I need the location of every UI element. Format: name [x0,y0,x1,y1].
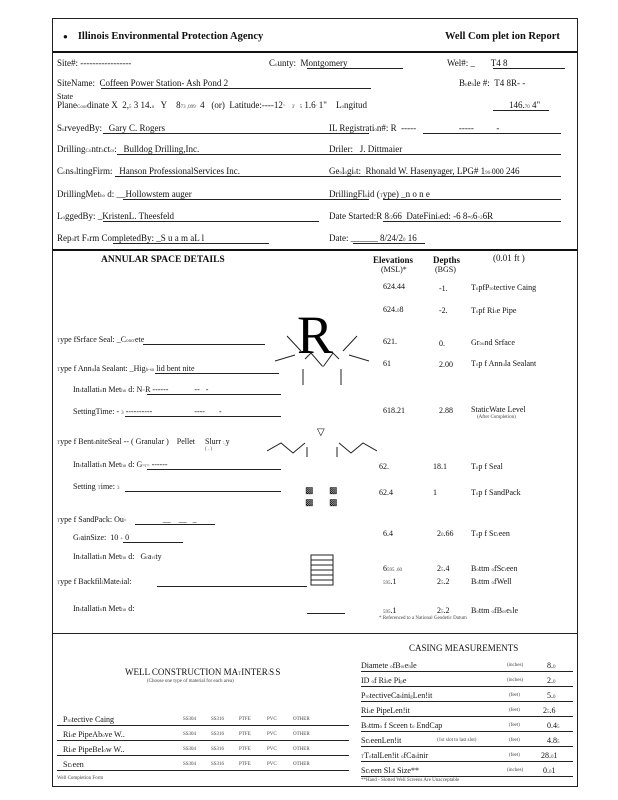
depth-ground-surface: 0. [439,339,445,348]
construction-title: WELL CONSTRUCTION MATINTER/S.S [125,667,281,677]
sitename-line [101,88,371,89]
svg-text:▩: ▩ [329,485,338,495]
seal-install-line [147,469,281,470]
report-agency: ● Illinois Environmental Protection Agency [63,31,264,42]
depth-seal: 18.1 [433,462,447,471]
elev-protective-casing: 624.44 [383,282,405,291]
casing-line-6 [361,761,573,762]
report-form-completed-by: Report Form CompletedBy: _S u a m aL l [57,233,205,243]
annular-title: ANNULAR SPACE DETAILS [101,255,225,265]
casing-value-0: 8.0 [547,661,556,670]
report-title: Well Com plet ion Report [445,31,560,42]
section-rule [53,249,577,251]
geologist-line [363,176,561,177]
depth-well-bottom: 25.2 [437,577,450,586]
static-water-note: (After Completion) [477,415,516,420]
depth-riser-pipe: -2. [439,306,448,315]
construction-line-3 [57,755,349,756]
casing-unit-5: (feet) [509,738,520,743]
label-protective-casing: TopfProtective Caing [471,283,537,292]
casing-unit-2: (feet) [509,693,520,698]
annular-setting-line [125,416,281,417]
label-static-water: StaticWate Level [471,405,526,414]
casing-walls [303,369,341,385]
seal-setting-time: Setting Time: 3 [73,482,120,491]
depth-screen-bottom: 25.4 [437,564,450,573]
sandpack-glyphs [305,485,338,507]
drilling-method: DrillingMetho d: __Hollowstem auger [57,189,192,199]
seal-setting-line [125,491,281,492]
bottom-divider [53,633,577,634]
screen-icon [311,555,333,585]
surface-seal-line [143,344,265,345]
driller: Driler: J. Dittmaier [329,144,403,154]
casing-value-2: 5.0 [547,691,556,700]
casing-value-4: 0.45 [547,721,560,730]
annular-install-line [147,394,281,395]
elevations-header: Elevations [373,255,414,265]
svg-text:▩: ▩ [305,485,314,495]
riser-lower [307,447,337,457]
casing-value-5: 4.85 [547,736,560,745]
bentonite-seal-type: Type f BentoniteSeal -- ( Granular ) Pellet Slurr :,y [57,437,230,446]
depth-sandpack: 1 [433,488,437,497]
drilling-method-line [123,199,369,200]
depths-sub: (BGS) [435,265,456,274]
mat-ss304-row3[interactable]: SS304 [183,747,197,752]
site-number: Site#: ----------------- [57,58,132,68]
casing-total-length: TTotalLen!it ofCasinir [361,751,429,760]
casing-unit-0: (inches) [507,663,524,668]
label-ground-surface: Ground Srface [471,338,515,347]
construction-row-screen: Screen [63,760,84,769]
logged-by-line [103,221,319,222]
casing-screen-length: ScreenLen!it [361,736,402,745]
construction-row-riser-above: Rise PipeAbove W.. [63,730,125,739]
mat-pvc-row3[interactable]: PVC [267,747,277,752]
datum-note: * Referenced to a National Geodetic Datum [379,616,467,621]
elev-seal: 62. [379,462,389,471]
water-level-icon: ▽ [317,427,325,438]
casing-slot-size: Screen Slot Size** [361,766,419,775]
mat-other-row2[interactable]: OTHER [293,732,310,737]
mat-ss304-row1[interactable]: SS304 [183,717,197,722]
label-annular-sealant: Top f Annula Sealant [471,359,537,368]
drilling-fluid-line [383,199,561,200]
well-line [493,68,565,69]
depth-protective-casing: -1. [439,284,448,293]
construction-line-4 [57,770,349,771]
casing-line-4 [361,731,573,732]
elev-annular-sealant: 61 [383,359,391,368]
construction-row-riser-below: Rise PipeBelow W.. [63,745,125,754]
consulting-line [115,176,369,177]
grain-size-line [123,542,183,543]
surface-seal-type: Type fSrface Seal: _Concrete [57,335,145,344]
elev-riser-pipe: 624.08 [383,305,404,314]
mat-pvc-row1[interactable]: PVC [267,717,277,722]
sandpack-type: Type f SandPack: Ou= __ __ _ [57,515,197,524]
mat-ss316-row3[interactable]: SS316 [211,747,225,752]
mat-other-row3[interactable]: OTHER [293,747,310,752]
county-line [307,68,403,69]
longitude-value: 146.70 4" [509,100,541,110]
casing-line-3 [361,716,573,717]
casing-protective-length: ProtectiveCasinigLen!it [361,691,433,700]
construction-subtitle: (Choose one type of material for each area) [147,679,234,684]
sandpack-install-method: Installation Metho d: Gravity [73,552,162,561]
header-rule [53,51,577,53]
seal-install-method: Installation Metho d: G=r= ------ [73,460,168,469]
casing-value-7: 0.01 [543,766,556,775]
casing-unit-1: (inches) [507,678,524,683]
mat-other-row1[interactable]: OTHER [293,717,310,722]
casing-line-2 [361,701,573,702]
casing-title: CASING MEASUREMENTS [409,643,519,653]
report-form-line [113,243,269,244]
longitude-line [493,110,549,111]
bentonite-note: ( . ) [205,447,213,452]
driller-line [359,154,561,155]
casing-line-5 [361,746,573,747]
elevations-sub: (MSL)* [381,265,407,274]
mat-ss316-row4[interactable]: SS316 [211,762,225,767]
mat-pvc-row2[interactable]: PVC [267,732,277,737]
depth-borehole-bottom: 25.2 [437,606,450,615]
bullet-icon: ● [63,32,78,41]
casing-line-7 [361,776,573,777]
casing-riser-length: Rise PipeLen!it [361,706,410,715]
mat-ss304-row4[interactable]: SS304 [183,762,197,767]
casing-unit-3: (feet) [509,708,520,713]
dates-line [383,221,561,222]
construction-line-1 [57,725,349,726]
mat-other-row4[interactable]: OTHER [293,762,310,767]
mat-ptfe-row4[interactable]: PTFE [239,762,251,767]
site-name: SiteName: Coffeen Power Station- Ash Pond 2 [57,78,229,88]
casing-screen-note: (1st slot to last slot) [437,738,477,743]
surveyed-line [103,133,369,134]
grain-size: GrainSize: 10 + 0 [73,533,130,542]
label-screen-top: Top f Screen [471,529,510,538]
depths-header: Depths [433,255,461,265]
date-started: Date Started:R 8/266 DateFinised: -6 8-66=26R [329,211,494,221]
casing-value-1: 2.0 [547,676,556,685]
elev-screen-bottom: 6595 .60 [383,564,402,573]
casing-value-3: 25.6 [543,706,556,715]
casing-line-1 [361,686,573,687]
elev-well-bottom: 595.1 [383,577,397,586]
casing-unit-6: (feet) [509,753,520,758]
logged-by: LoggedBy: _KristenL. Theesfeld [57,211,175,221]
drilling-fluid: DrillingFluid (Type) _n o n e [329,189,430,199]
annular-sealant-line [155,373,279,374]
construction-line-2 [57,740,349,741]
consulting-firm: ConsultingFirm: Hanson ProfessionalServices Inc. [57,166,241,176]
casing-riser-id: ID of Rise Pipe [361,676,407,685]
well-number: Wel#: _ T4 8 [447,58,508,68]
mat-ss316-row1[interactable]: SS316 [211,717,225,722]
sandpack-line [135,524,215,525]
casing-unit-7: (inches) [507,768,524,773]
annular-install-method: Installation Metho d: N=R ------ -- - [73,385,209,394]
elev-ground-surface: 621. [383,337,397,346]
label-seal: Top f Seal [471,462,503,471]
casing-value-6: 28.01 [541,751,558,760]
casing-borehole-diameter: Diamete ofBorehle [361,661,417,670]
construction-row-protective: Protective Caing [63,715,115,724]
label-well-bottom: Bottm ofWell [471,577,512,586]
label-riser-pipe: Topf Rise Pipe [471,306,517,315]
report-date-line [353,243,425,244]
label-sandpack: Top f SandPack [471,488,521,497]
mat-ptfe-row1[interactable]: PTFE [239,717,251,722]
drilling-contractor-line [117,154,369,155]
construction-footer: Well Completion Form [57,776,104,781]
geologist: Geologist: Rhonald W. Hasenyager, LPG# 196-000 246 [329,166,520,176]
casing-unit-4: (feet) [509,723,520,728]
elev-static-water: 618.21 [383,406,405,415]
label-screen-bottom: Bottm ofScreen [471,564,518,573]
label-borehole-bottom: Bottm ofBorehle [471,606,519,615]
annular-sealant-type: Type f Annula Sealant: _High-so lid bent nite [57,364,195,373]
annular-setting-time: SettingTime: - 3 ---------- ---- - [73,407,222,416]
boring-number: Boehle #: T4 8R- - [459,78,526,88]
depth-annular-sealant: 2.00 [439,360,453,369]
mat-ptfe-row3[interactable]: PTFE [239,747,251,752]
svg-text:▩: ▩ [305,497,314,507]
drilling-contractor: DrillingContractor: Bulldog Drilling,Inc. [57,144,200,154]
casing-footnote: **Hand - Slotted Well Screens Are Unacceptable [361,778,460,783]
elev-borehole-bottom: 595.1 [383,606,397,615]
surveyed-by: SurveyedBy: Gary C. Rogers [57,123,166,133]
report-date: Date: ______ 8/24/20 16 [329,233,417,243]
backfill-install-method: Installation Metho d: [73,604,135,613]
elev-sandpack: 62.4 [379,488,393,497]
casing-screen-to-cap: Bottmo f Sceen to EndCap [361,721,443,730]
county: County: Montgomery [269,58,348,68]
well-letter: R [297,305,334,365]
backfill-type: Type f BackfillMaterial: [57,577,132,586]
svg-text:▩: ▩ [329,497,338,507]
depth-screen-top: 20.66 [437,529,454,538]
mat-pvc-row4[interactable]: PVC [267,762,277,767]
casing-line-0 [361,671,573,672]
well-completion-report [52,18,578,787]
elev-screen-top: 6.4 [383,529,393,538]
il-registration: IL Registration#: R ----- ----- - [329,123,500,133]
well-diagram [267,281,377,621]
il-registration-line [423,133,561,134]
mat-ss316-row2[interactable]: SS316 [211,732,225,737]
state-label: State [57,92,73,101]
mat-ptfe-row2[interactable]: PTFE [239,732,251,737]
depth-static-water: 2.88 [439,406,453,415]
units: (0.01 ft ) [493,253,525,263]
mat-ss304-row2[interactable]: SS304 [183,732,197,737]
state-plane-coordinates: PlaneCoordinate X 2,5 3 14.o Y 873 ,099 4 (or) Latitude:----12" 3' 5 1.6' 1" Longitud [57,100,367,110]
